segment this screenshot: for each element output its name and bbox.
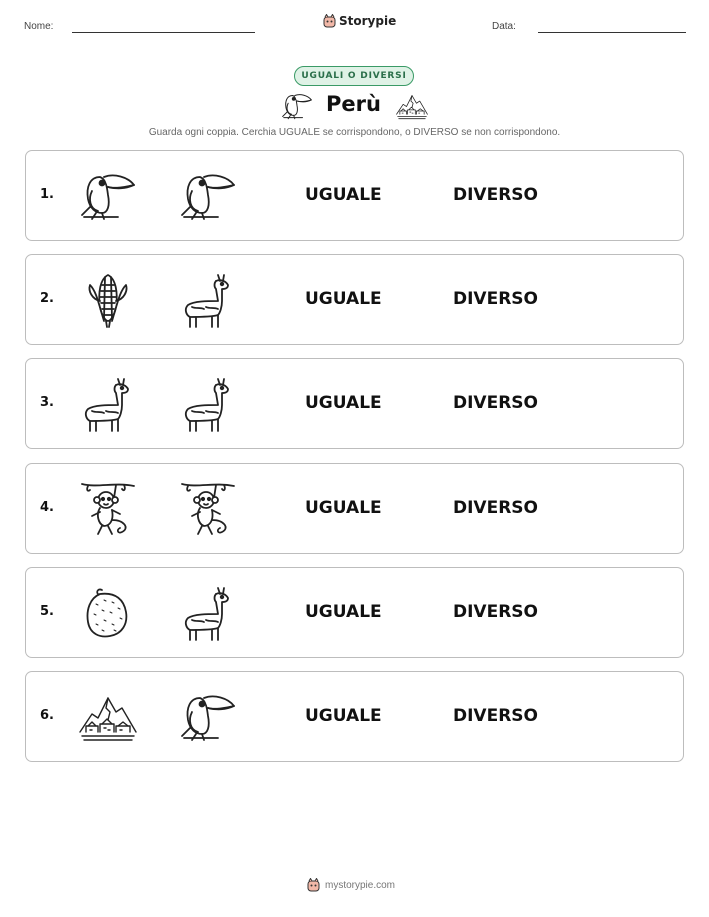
different-choice[interactable]: DIVERSO [453, 602, 538, 622]
same-choice[interactable]: UGUALE [305, 289, 382, 309]
llama-icon [78, 375, 138, 433]
pair-number: 1. [40, 187, 54, 202]
pair-number: 6. [40, 708, 54, 723]
pair-row [25, 567, 684, 658]
llama-icon [178, 375, 238, 433]
toucan-icon [280, 90, 314, 122]
worksheet-header [0, 0, 709, 50]
pair-number: 4. [40, 500, 54, 515]
pair-row [25, 463, 684, 554]
monkey-icon [78, 480, 138, 538]
toucan-icon [178, 167, 238, 225]
pair-row [25, 671, 684, 762]
monkey-icon [178, 480, 238, 538]
same-choice[interactable]: UGUALE [305, 706, 382, 726]
different-choice[interactable]: DIVERSO [453, 498, 538, 518]
title-row [0, 88, 709, 124]
llama-icon [178, 584, 238, 642]
same-choice[interactable]: UGUALE [305, 498, 382, 518]
different-choice[interactable]: DIVERSO [453, 289, 538, 309]
same-choice[interactable]: UGUALE [305, 393, 382, 413]
storypie-logo-icon [307, 878, 320, 892]
different-choice[interactable]: DIVERSO [453, 185, 538, 205]
storypie-logo-icon [323, 14, 336, 28]
name-label: Nome: [24, 21, 54, 32]
corn-icon [78, 271, 138, 329]
llama-icon [178, 271, 238, 329]
different-choice[interactable]: DIVERSO [453, 706, 538, 726]
same-choice[interactable]: UGUALE [305, 185, 382, 205]
machu-picchu-icon [78, 688, 138, 746]
toucan-icon [178, 688, 238, 746]
pair-number: 3. [40, 395, 54, 410]
pair-row [25, 358, 684, 449]
worksheet-type-badge: UGUALI O DIVERSI [294, 66, 414, 86]
pair-number: 5. [40, 604, 54, 619]
toucan-icon [78, 167, 138, 225]
brand-name: Storypie [339, 14, 397, 28]
name-line[interactable] [72, 32, 255, 33]
different-choice[interactable]: DIVERSO [453, 393, 538, 413]
pair-number: 2. [40, 291, 54, 306]
instructions: Guarda ogni coppia. Cerchia UGUALE se corrispondono, o DIVERSO se non corrispondono. [148, 127, 561, 138]
date-label: Data: [492, 21, 516, 32]
footer-url: mystorypie.com [325, 879, 396, 891]
brand [323, 14, 396, 28]
pair-row [25, 254, 684, 345]
same-choice[interactable]: UGUALE [305, 602, 382, 622]
pair-row [25, 150, 684, 241]
machu-picchu-icon [395, 90, 429, 122]
date-line[interactable] [538, 32, 686, 33]
lucuma-icon [78, 584, 138, 642]
footer [0, 878, 709, 898]
page-title: Perù [326, 92, 381, 116]
